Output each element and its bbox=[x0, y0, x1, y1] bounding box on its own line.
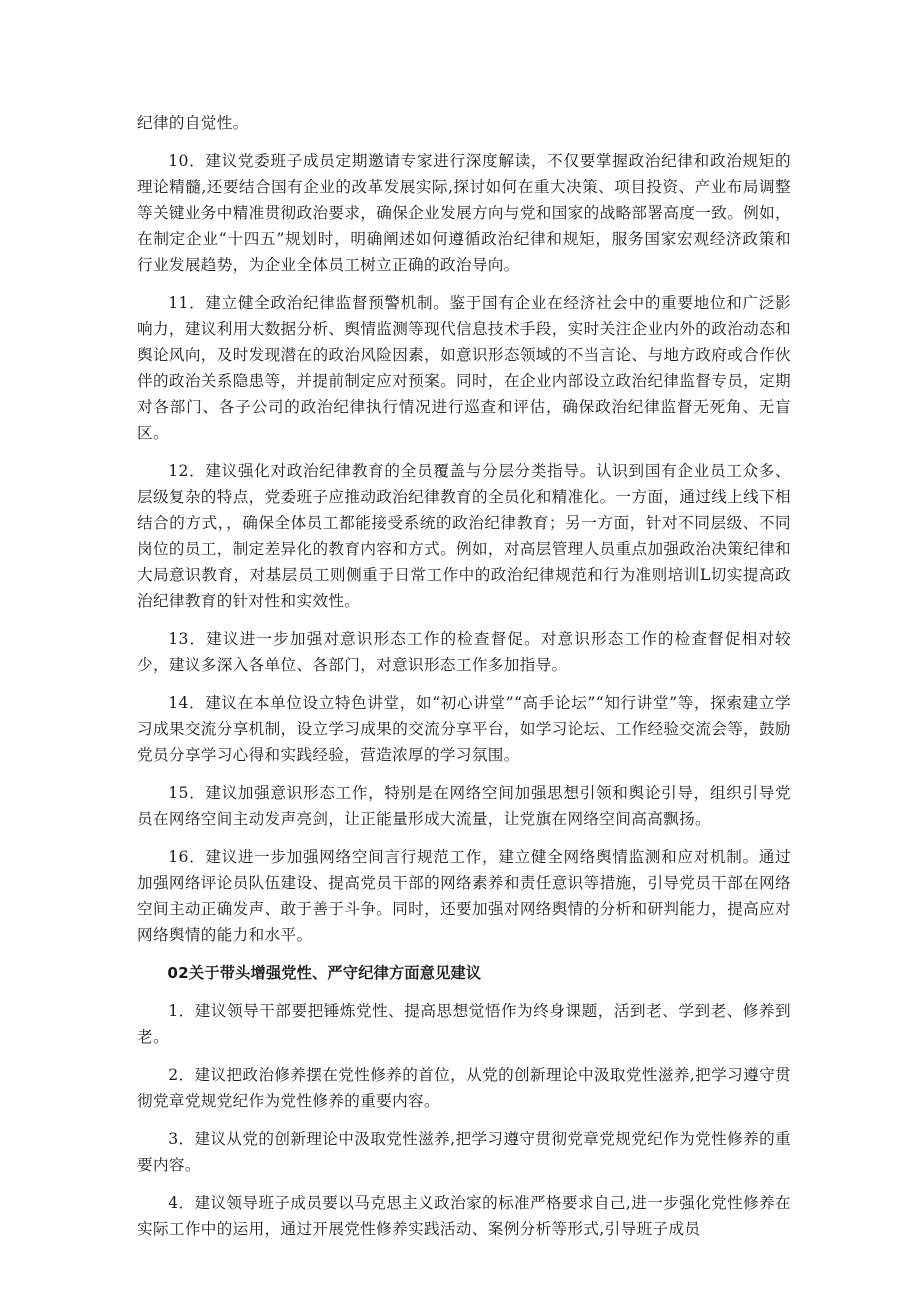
paragraph-item-15: 15．建议加强意识形态工作，特别是在网络空间加强思想引领和舆论引导，组织引导党员在网络空间主动发声亮剑，让正能量形成大流量，让党旗在网络空间高高飘扬。 bbox=[137, 784, 791, 828]
paragraph-item-12: 12．建议强化对政治纪律教育的全员覆盖与分层分类指导。认识到国有企业员工众多、层级复杂的特点，党委班子应推动政治纪律教育的全员化和精准化。一方面，通过线上线下相结合的方式，，确保全体员工都能接受系统的政治纪律教育；另一方面，针对不同层级、不同岗位的员工，制定差异化的教育内容和方式。例如，对高层管理人员重点加强政治决策纪律和大局意识教育，对基层员工则侧重于日常工作中的政治纪律规范和行为准则培训L切实提高政治纪律教育的针对性和实效性。 bbox=[137, 462, 791, 610]
paragraph-item-10: 10．建议党委班子成员定期邀请专家进行深度解读，不仅要掌握政治纪律和政治规矩的理论精髓,还要结合国有企业的改革发展实际,探讨如何在重大决策、项目投资、产业布局调整等关键业务中精准贯彻政治要求，确保企业发展方向与党和国家的战略部署高度一致。例如，在制定企业“十四五”规划时，明确阐述如何遵循政治纪律和规矩，服务国家宏观经济政策和行业发展趋势，为企业全体员工树立正确的政治导向。 bbox=[137, 152, 791, 274]
paragraph-item-3: 3．建议从党的创新理论中汲取党性滋养,把学习遵守贯彻党章党规党纪作为党性修养的重要内容。 bbox=[137, 1130, 791, 1174]
paragraph-item-11: 11．建立健全政治纪律监督预警机制。鉴于国有企业在经济社会中的重要地位和广泛影响力，建议利用大数据分析、舆情监测等现代信息技术手段，实时关注企业内外的政治动态和舆论风向，及时发现潜在的政治风险因素，如意识形态领域的不当言论、与地方政府或合作伙伴的政治关系隐患等，并提前制定应对预案。同时，在企业内部设立政治纪律监督专员，定期对各部门、各子公司的政治纪律执行情况进行巡查和评估，确保政治纪律监督无死角、无盲区。 bbox=[137, 294, 791, 442]
paragraph-item-1: 1．建议领导干部要把锤炼党性、提高思想觉悟作为终身课题，活到老、学到老、修养到老。 bbox=[137, 1002, 791, 1046]
paragraph-item-16: 16．建议进一步加强网络空间言行规范工作，建立健全网络舆情监测和应对机制。通过加强网络评论员队伍建设、提高党员干部的网络素养和责任意识等措施，引导党员干部在网络空间主动正确发声、敢于善于斗争。同时，还要加强对网络舆情的分析和研判能力，提高应对网络舆情的能力和水平。 bbox=[137, 848, 791, 944]
section-heading: 02关于带头增强党性、严守纪律方面意见建议 bbox=[167, 964, 482, 982]
document-body bbox=[137, 110, 791, 1254]
paragraph-item-2: 2．建议把政治修养摆在党性修养的首位，从党的创新理论中汲取党性滋养,把学习遵守贯彻党章党规党纪作为党性修养的重要内容。 bbox=[137, 1066, 791, 1110]
paragraph-continuation: 纪律的自觉性。 bbox=[137, 114, 249, 132]
paragraph-item-4: 4．建议领导班子成员要以马克思主义政治家的标准严格要求自己,进一步强化党性修养在实际工作中的运用，通过开展党性修养实践活动、案例分析等形式,引导班子成员 bbox=[137, 1194, 791, 1238]
paragraph-item-13: 13．建议进一步加强对意识形态工作的检查督促。对意识形态工作的检查督促相对较少，建议多深入各单位、各部门，对意识形态工作多加指导。 bbox=[137, 630, 791, 674]
paragraph-item-14: 14．建议在本单位设立特色讲堂，如“初心讲堂”“高手论坛”“知行讲堂”等，探索建立学习成果交流分享机制，设立学习成果的交流分享平台，如学习论坛、工作经验交流会等，鼓励党员分享学习心得和实践经验，营造浓厚的学习氛围。 bbox=[137, 694, 791, 764]
